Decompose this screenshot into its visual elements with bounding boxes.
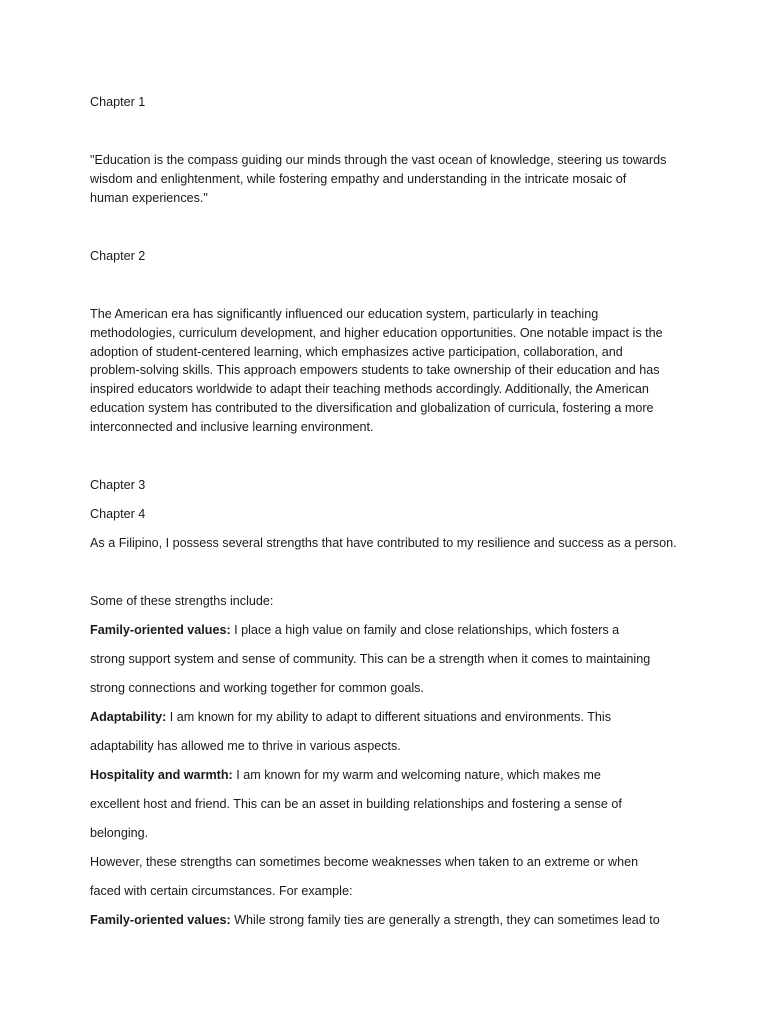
family-values-line-3: strong connections and working together for common goals.: [90, 681, 424, 695]
quote-line-3: human experiences.": [90, 191, 208, 205]
chapter-2-line-5: inspired educators worldwide to adapt their teaching methods accordingly. Additionally, the American: [90, 382, 649, 396]
weakness-line-2: faced with certain circumstances. For example:: [90, 884, 353, 898]
hospitality-line-3: belonging.: [90, 826, 149, 840]
quote-line-2: wisdom and enlightenment, while fostering empathy and understanding in the intricate mosaic of: [90, 172, 627, 186]
weakness-line-1: However, these strengths can sometimes become weaknesses when taken to an extreme or when: [90, 855, 639, 869]
chapter-4-intro: As a Filipino, I possess several strengths that have contributed to my resilience and success as a person.: [90, 536, 677, 550]
chapter-2-line-7: interconnected and inclusive learning environment.: [90, 420, 374, 434]
strengths-intro: Some of these strengths include:: [90, 594, 274, 608]
chapter-2-line-3: adoption of student-centered learning, which emphasizes active participation, collaboration, and: [90, 345, 623, 359]
family-values-line-2: strong support system and sense of community. This can be a strength when it comes to maintaining: [90, 652, 651, 666]
hospitality-label: Hospitality and warmth:: [90, 768, 233, 782]
chapter-3-heading: Chapter 3: [90, 478, 146, 492]
chapter-2-heading: Chapter 2: [90, 249, 146, 263]
chapter-2-line-6: education system has contributed to the diversification and globalization of curricula, fostering a more: [90, 401, 654, 415]
hospitality-text: I am known for my warm and welcoming nature, which makes me: [232, 768, 601, 782]
chapter-2-line-2: methodologies, curriculum development, and higher education opportunities. One notable impact is the: [90, 326, 663, 340]
adaptability-line-1: [90, 708, 611, 727]
chapter-2-line-1: The American era has significantly influenced our education system, particularly in teaching: [90, 307, 599, 321]
family-weakness-line-1: [90, 911, 660, 930]
family-values-label: Family-oriented values:: [90, 623, 231, 637]
chapter-2-line-4: problem-solving skills. This approach empowers students to take ownership of their education and has: [90, 363, 660, 377]
chapter-4-heading: Chapter 4: [90, 507, 146, 521]
family-values-text: I place a high value on family and close relationships, which fosters a: [230, 623, 620, 637]
family-values-line-1: [90, 621, 619, 640]
hospitality-line-2: excellent host and friend. This can be an asset in building relationships and fostering a sense of: [90, 797, 622, 811]
hospitality-line-1: [90, 766, 601, 785]
adaptability-line-2: adaptability has allowed me to thrive in various aspects.: [90, 739, 401, 753]
quote-line-1: "Education is the compass guiding our minds through the vast ocean of knowledge, steering us towards: [90, 153, 667, 167]
family-weakness-text: While strong family ties are generally a strength, they can sometimes lead to: [230, 913, 660, 927]
adaptability-label: Adaptability:: [90, 710, 167, 724]
family-weakness-label: Family-oriented values:: [90, 913, 231, 927]
chapter-1-heading: Chapter 1: [90, 95, 146, 109]
adaptability-text: I am known for my ability to adapt to different situations and environments. This: [166, 710, 612, 724]
